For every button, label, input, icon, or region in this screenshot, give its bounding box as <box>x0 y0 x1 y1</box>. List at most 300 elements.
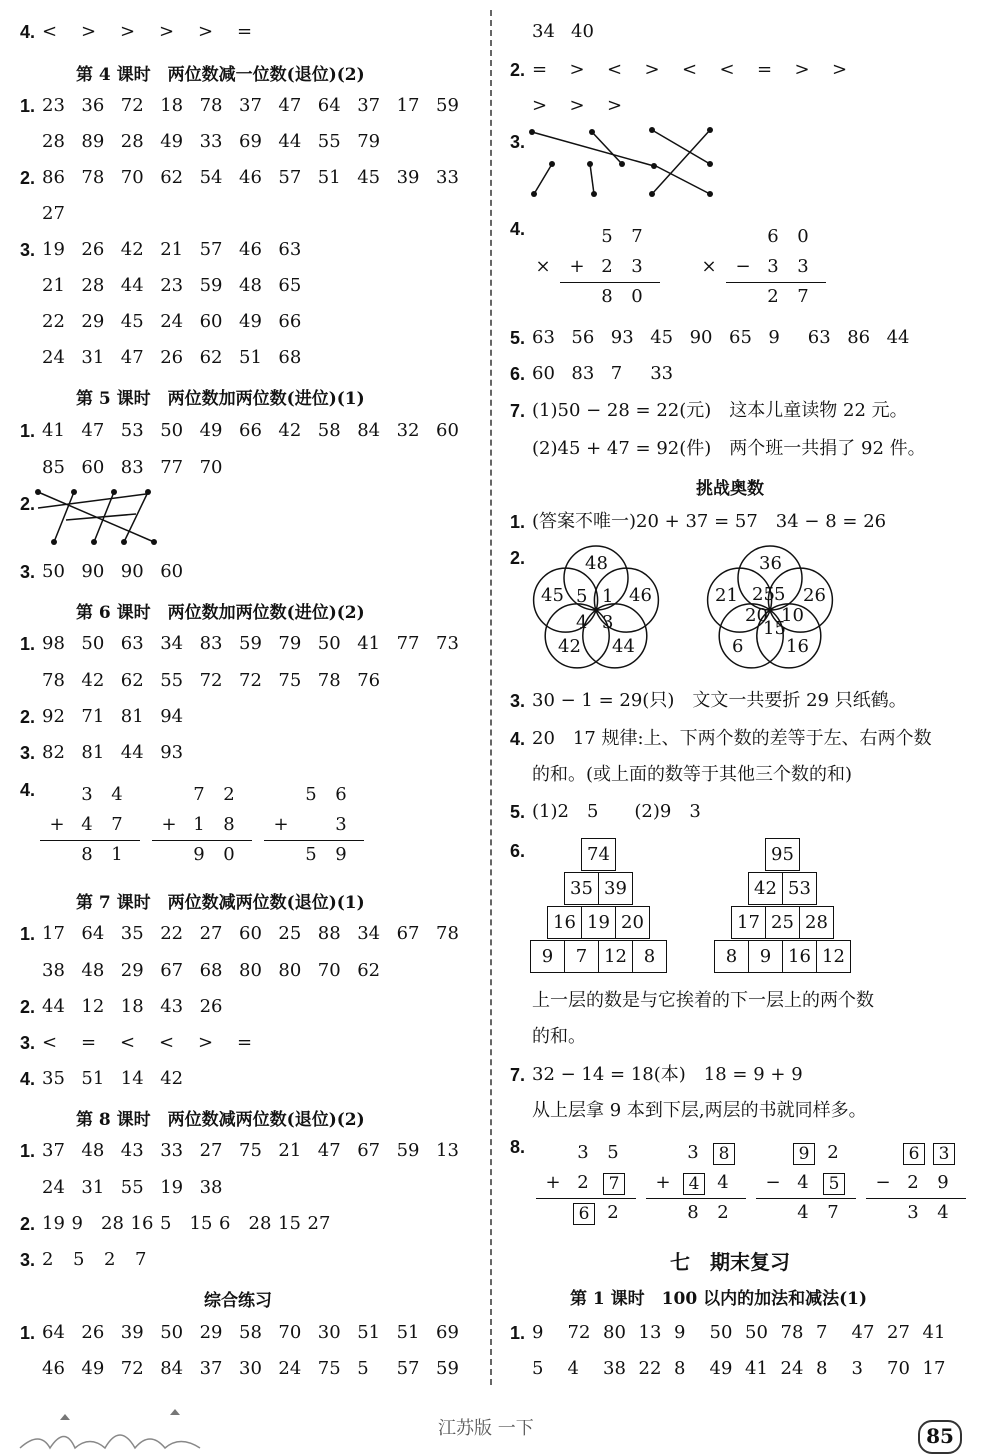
answer-item: 78 <box>42 670 65 691</box>
vertical-calc-digit: 2 <box>907 1172 919 1193</box>
vertical-calc-digit: 3 <box>631 256 643 277</box>
answer-item: 98 <box>42 633 65 654</box>
answer-item: 19 <box>42 1213 65 1234</box>
vertical-calc-digit: 2 <box>601 256 613 277</box>
vertical-calc-rule <box>152 840 252 841</box>
answer-item: 12 <box>81 996 105 1017</box>
answer-item: > <box>159 21 175 42</box>
answer-item: 49 <box>81 1358 105 1379</box>
answer-item: 62 <box>120 670 144 691</box>
vertical-calc-blank: 7 <box>603 1173 625 1195</box>
answer-item: 31 <box>81 347 105 368</box>
answer-item: 45 <box>120 311 144 332</box>
circle-number: 48 <box>585 553 608 574</box>
answer-item: 5 <box>160 1213 172 1234</box>
answer-item: 78 <box>317 670 341 691</box>
answer-item: 44 <box>120 742 144 763</box>
question-number: 1. <box>20 1141 36 1161</box>
answer-item: < <box>719 59 735 80</box>
answer-item: 93 <box>610 327 634 348</box>
answer-item: 50 <box>317 633 341 654</box>
section-heading: 综合练习 <box>204 1291 272 1311</box>
answer-item: 69 <box>436 1322 459 1343</box>
vertical-calc-digit: 2 <box>767 286 779 307</box>
question-number: 1. <box>20 1323 36 1343</box>
answer-item: 24 <box>42 347 65 368</box>
answer-item: 75 <box>278 670 302 691</box>
answer-item: 67 <box>396 923 420 944</box>
footer-grass-decoration <box>20 1400 200 1450</box>
answer-item: 89 <box>81 131 105 152</box>
answer-item: 50 <box>160 420 184 441</box>
vertical-calc-digit: 7 <box>193 784 205 805</box>
answer-item: 22 <box>638 1358 662 1379</box>
answer-item: 7 <box>135 1249 147 1270</box>
pyramid-cell: 12 <box>598 940 633 973</box>
answer-item: 44 <box>278 131 302 152</box>
answer-text: (2)45 + 47 = 92(件) 两个班一共捐了 92 件。 <box>532 438 926 459</box>
vertical-calc-operator: + <box>655 1172 671 1193</box>
answer-item: 60 <box>160 561 184 582</box>
circle-number: 21 <box>715 585 738 606</box>
vertical-calc-digit: 4 <box>717 1172 729 1193</box>
answer-item: = <box>81 1032 97 1053</box>
vertical-calc-operator: + <box>273 814 289 835</box>
answer-item: > <box>120 21 136 42</box>
question-number: 3. <box>20 240 36 260</box>
vertical-calc-blank: 4 <box>683 1173 705 1195</box>
answer-item: 83 <box>120 457 144 478</box>
pyramid-cell: 17 <box>731 906 766 939</box>
answer-item: 36 <box>81 95 105 116</box>
question-number: 2. <box>20 707 36 727</box>
answer-item: 57 <box>199 239 223 260</box>
answer-item: 42 <box>120 239 144 260</box>
answer-item: 9 <box>71 1213 83 1234</box>
answer-item: 54 <box>199 167 223 188</box>
question-number: 3. <box>20 1250 36 1270</box>
answer-item: 26 <box>199 996 223 1017</box>
vertical-calc-digit: 7 <box>827 1202 839 1223</box>
answer-item: 33 <box>650 363 674 384</box>
answer-item: 72 <box>567 1322 591 1343</box>
section-heading: 第 4 课时 两位数减一位数(退位)(2) <box>76 65 365 85</box>
answer-item: 68 <box>199 960 223 981</box>
answer-item: 60 <box>239 923 262 944</box>
answer-item: 50 <box>42 561 65 582</box>
question-number: 2. <box>20 494 36 514</box>
answer-item: 48 <box>81 1140 105 1161</box>
answer-item: 42 <box>160 1068 184 1089</box>
vertical-calc-digit: 4 <box>937 1202 949 1223</box>
answer-item: 41 <box>42 420 65 441</box>
answer-item: 27 <box>887 1322 910 1343</box>
answer-item: > <box>569 59 585 80</box>
vertical-calc-digit: 5 <box>305 784 317 805</box>
answer-item: 24 <box>42 1177 65 1198</box>
answer-text: (1)2 5 (2)9 3 <box>532 801 701 822</box>
answer-item: 70 <box>887 1358 910 1379</box>
answer-text: 20 17 规律:上、下两个数的差等于左、右两个数 <box>532 728 932 749</box>
answer-item: 40 <box>571 21 594 42</box>
vertical-calc-digit: 2 <box>607 1202 619 1223</box>
answer-item: 60 <box>532 363 555 384</box>
vertical-calc-rule <box>264 840 364 841</box>
circle-number: 6 <box>732 636 744 657</box>
answer-item: 83 <box>571 363 595 384</box>
answer-item: 28 <box>81 275 105 296</box>
overlap-number: 1 <box>602 586 614 607</box>
answer-item: 9 <box>532 1322 544 1343</box>
pyramid-cell: 25 <box>765 906 800 939</box>
vertical-calc-rule <box>726 282 826 283</box>
vertical-calc-blank: 8 <box>713 1143 735 1165</box>
check-mark: × <box>535 256 551 277</box>
answer-item: 27 <box>42 203 65 224</box>
answer-item: 21 <box>278 1140 302 1161</box>
vertical-calc-blank: 5 <box>823 1173 845 1195</box>
answer-item: 46 <box>239 167 262 188</box>
answer-item: 62 <box>160 167 184 188</box>
answer-item: 66 <box>278 311 302 332</box>
answer-item: 23 <box>42 95 65 116</box>
vertical-calc-digit: 8 <box>81 844 93 865</box>
circle-number: 16 <box>786 636 809 657</box>
answer-item: 33 <box>160 1140 184 1161</box>
question-number: 1. <box>20 924 36 944</box>
answer-item: 44 <box>120 275 144 296</box>
answer-item: 68 <box>278 347 302 368</box>
pyramid-cell: 12 <box>816 940 851 973</box>
answer-item: 90 <box>81 561 105 582</box>
answer-item: 63 <box>278 239 302 260</box>
answer-item: 5 <box>532 1358 544 1379</box>
answer-item: 59 <box>199 275 223 296</box>
answer-text: 的和。 <box>532 1026 586 1047</box>
answer-item: 64 <box>42 1322 65 1343</box>
vertical-calc-digit: 9 <box>335 844 347 865</box>
vertical-calc-digit: 8 <box>687 1202 699 1223</box>
answer-item: 77 <box>396 633 420 654</box>
vertical-calc-digit: 4 <box>797 1172 809 1193</box>
answer-item: 25 <box>278 923 302 944</box>
pyramid-cell: 8 <box>632 940 667 973</box>
matching-lines-diagram <box>530 128 720 203</box>
answer-item: 58 <box>317 420 341 441</box>
answer-item: 47 <box>120 347 144 368</box>
answer-text: (1)50 − 28 = 22(元) 这本儿童读物 22 元。 <box>532 400 908 421</box>
section-heading: 第 8 课时 两位数减两位数(退位)(2) <box>76 1110 365 1130</box>
pyramid-cell: 8 <box>714 940 749 973</box>
question-number: 4. <box>20 1069 36 1089</box>
question-number: 3. <box>20 1033 36 1053</box>
answer-item: 26 <box>160 347 184 368</box>
overlap-number: 3 <box>602 612 614 633</box>
answer-item: 27 <box>199 1140 223 1161</box>
vertical-calc-digit: 6 <box>767 226 779 247</box>
answer-item: 62 <box>357 960 381 981</box>
answer-item: 57 <box>278 167 302 188</box>
footer-edition: 江苏版 一下 <box>438 1418 534 1439</box>
answer-item: 81 <box>120 706 144 727</box>
answer-item: > <box>644 59 660 80</box>
page-number-badge <box>918 1420 962 1454</box>
answer-item: 37 <box>42 1140 65 1161</box>
question-number: 2. <box>510 60 526 80</box>
answer-item: 5 <box>357 1358 369 1379</box>
vertical-calc-digit: 7 <box>631 226 643 247</box>
question-number: 2. <box>20 997 36 1017</box>
vertical-calc-digit: 6 <box>335 784 347 805</box>
answer-item: < <box>42 21 58 42</box>
circle-number: 36 <box>759 553 782 574</box>
answer-item: 2 <box>42 1249 54 1270</box>
section-heading: 第 7 课时 两位数减两位数(退位)(1) <box>76 893 365 913</box>
answer-item: 28 <box>120 131 144 152</box>
answer-item: 22 <box>160 923 184 944</box>
vertical-calc-digit: 0 <box>631 286 643 307</box>
question-number: 2. <box>20 1214 36 1234</box>
answer-item: 84 <box>357 420 381 441</box>
answer-item: 29 <box>81 311 105 332</box>
answer-item: 24 <box>160 311 184 332</box>
answer-item: 48 <box>81 960 105 981</box>
answer-item: 59 <box>436 1358 459 1379</box>
answer-item: 17 <box>42 923 65 944</box>
answer-item: 19 <box>160 1177 184 1198</box>
pyramid-cell: 95 <box>765 838 800 871</box>
vertical-calc-operator: − <box>875 1172 891 1193</box>
answer-item: 29 <box>199 1322 223 1343</box>
answer-item: 26 <box>81 1322 105 1343</box>
vertical-calc-digit: 9 <box>193 844 205 865</box>
question-number: 3. <box>20 562 36 582</box>
answer-item: 45 <box>357 167 381 188</box>
answer-item: 19 <box>42 239 65 260</box>
vertical-calc-digit: 3 <box>687 1142 699 1163</box>
pyramid-cell: 16 <box>782 940 817 973</box>
vertical-calc-digit: 4 <box>111 784 123 805</box>
answer-item: 73 <box>436 633 459 654</box>
question-number: 5. <box>510 328 526 348</box>
answer-item: 49 <box>709 1358 733 1379</box>
vertical-calc-digit: 7 <box>111 814 123 835</box>
vertical-calc-digit: 2 <box>577 1172 589 1193</box>
circle-number: 42 <box>558 636 581 657</box>
answer-item: = <box>237 1032 253 1053</box>
answer-item: 41 <box>745 1358 768 1379</box>
answer-item: 8 <box>816 1358 828 1379</box>
answer-item: 51 <box>396 1322 420 1343</box>
answer-text: 的和。(或上面的数等于其他三个数的和) <box>532 764 853 785</box>
answer-item: 37 <box>199 1358 223 1379</box>
answer-item: 71 <box>81 706 105 727</box>
answer-item: 67 <box>160 960 184 981</box>
section-heading: 挑战奥数 <box>696 479 764 499</box>
answer-item: 77 <box>160 457 184 478</box>
pyramid-cell: 28 <box>799 906 834 939</box>
answer-item: 39 <box>120 1322 144 1343</box>
vertical-calc-digit: 3 <box>335 814 347 835</box>
vertical-calc-digit: 3 <box>907 1202 919 1223</box>
answer-item: 37 <box>239 95 262 116</box>
answer-item: 44 <box>886 327 910 348</box>
overlap-number: 20 <box>745 605 768 626</box>
answer-item: 41 <box>357 633 381 654</box>
answer-item: > <box>81 21 97 42</box>
pyramid-cell: 16 <box>547 906 582 939</box>
vertical-calc-digit: 3 <box>81 784 93 805</box>
answer-item: 51 <box>81 1068 105 1089</box>
question-number: 1. <box>20 96 36 116</box>
answer-item: 43 <box>120 1140 144 1161</box>
question-number: 4. <box>510 729 526 749</box>
answer-item: > <box>532 95 548 116</box>
section-heading: 第 1 课时 100 以内的加法和减法(1) <box>570 1289 867 1309</box>
answer-item: 65 <box>729 327 752 348</box>
answer-item: 28 <box>101 1213 124 1234</box>
matching-lines-diagram <box>36 490 176 550</box>
circle-number: 44 <box>612 636 635 657</box>
answer-item: 78 <box>780 1322 804 1343</box>
answer-item: 35 <box>42 1068 65 1089</box>
overlap-number: 10 <box>781 605 804 626</box>
answer-item: 90 <box>120 561 144 582</box>
answer-item: 62 <box>199 347 223 368</box>
overlap-number: 15 <box>763 618 786 639</box>
answer-item: > <box>198 1032 214 1053</box>
answer-item: 15 <box>278 1213 301 1234</box>
answer-item: 86 <box>847 327 871 348</box>
answer-item: > <box>832 59 848 80</box>
check-mark: × <box>701 256 717 277</box>
answer-item: 13 <box>436 1140 459 1161</box>
answer-item: 28 <box>42 131 65 152</box>
answer-item: > <box>794 59 810 80</box>
answer-item: 60 <box>436 420 459 441</box>
answer-item: 63 <box>807 327 831 348</box>
answer-item: 53 <box>120 420 144 441</box>
pyramid-cell: 7 <box>564 940 599 973</box>
answer-item: 49 <box>239 311 262 332</box>
vertical-calc-operator: + <box>161 814 177 835</box>
answer-item: 47 <box>851 1322 875 1343</box>
answer-text: 从上层拿 9 本到下层,两层的书就同样多。 <box>532 1100 867 1121</box>
vertical-calc-rule <box>560 282 660 283</box>
answer-item: 13 <box>638 1322 662 1343</box>
answer-item: 60 <box>81 457 105 478</box>
circle-number: 46 <box>629 585 652 606</box>
vertical-calc-digit: 2 <box>717 1202 729 1223</box>
answer-item: 63 <box>532 327 555 348</box>
answer-item: 57 <box>396 1358 420 1379</box>
answer-item: 33 <box>436 167 459 188</box>
question-number: 4. <box>20 780 36 800</box>
pyramid-cell: 35 <box>564 872 599 905</box>
question-number: 2. <box>510 548 526 568</box>
answer-item: 90 <box>689 327 713 348</box>
answer-item: 14 <box>120 1068 144 1089</box>
answer-item: 15 <box>189 1213 213 1234</box>
vertical-calc-digit: 5 <box>607 1142 619 1163</box>
answer-item: 39 <box>396 167 420 188</box>
answer-item: 80 <box>239 960 262 981</box>
answer-item: 5 <box>73 1249 85 1270</box>
answer-item: 80 <box>603 1322 626 1343</box>
answer-item: 49 <box>199 420 223 441</box>
question-number: 6. <box>510 841 526 861</box>
pyramid-cell: 9 <box>748 940 783 973</box>
answer-item: 70 <box>199 457 223 478</box>
vertical-calc-digit: 4 <box>81 814 93 835</box>
answer-item: 21 <box>160 239 184 260</box>
answer-item: 66 <box>239 420 262 441</box>
overlap-number: 5 <box>774 584 786 605</box>
vertical-calc-digit: 7 <box>797 286 809 307</box>
answer-item: 31 <box>81 1177 105 1198</box>
vertical-calc-blank: 6 <box>903 1143 925 1165</box>
answer-item: 46 <box>239 239 262 260</box>
answer-item: 47 <box>278 95 302 116</box>
answer-item: 49 <box>160 131 184 152</box>
answer-item: 18 <box>160 95 184 116</box>
answer-item: 16 <box>130 1213 154 1234</box>
vertical-calc-digit: 1 <box>111 844 123 865</box>
answer-item: 42 <box>81 670 105 691</box>
answer-item: 72 <box>120 95 144 116</box>
vertical-calc-blank: 3 <box>933 1143 955 1165</box>
overlap-number: 25 <box>752 584 775 605</box>
answer-item: 92 <box>42 706 65 727</box>
page-number: 85 <box>926 1424 954 1448</box>
answer-item: 79 <box>357 131 381 152</box>
answer-text: (答案不唯一)20 + 37 = 57 34 − 8 = 26 <box>532 511 887 532</box>
answer-item: 9 <box>674 1322 686 1343</box>
answer-item: 67 <box>357 1140 381 1161</box>
answer-item: 88 <box>317 923 341 944</box>
vertical-calc-digit: 9 <box>937 1172 949 1193</box>
vertical-calc-digit: 2 <box>223 784 235 805</box>
answer-item: 46 <box>42 1358 65 1379</box>
answer-item: 78 <box>81 167 105 188</box>
vertical-calc-rule <box>756 1198 856 1199</box>
question-number: 4. <box>20 22 36 42</box>
vertical-calc-rule <box>646 1198 746 1199</box>
answer-item: 17 <box>396 95 420 116</box>
answer-item: 58 <box>239 1322 262 1343</box>
answer-item: 72 <box>199 670 223 691</box>
vertical-calc-operator: − <box>735 256 751 277</box>
answer-item: 78 <box>436 923 459 944</box>
answer-item: 24 <box>780 1358 804 1379</box>
question-number: 7. <box>510 1065 526 1085</box>
vertical-calc-operator: + <box>49 814 65 835</box>
section-heading: 第 6 课时 两位数加两位数(进位)(2) <box>76 603 365 623</box>
circle-number: 45 <box>541 585 564 606</box>
vertical-calc-digit: 0 <box>223 844 235 865</box>
answer-item: 78 <box>199 95 223 116</box>
answer-item: 27 <box>307 1213 331 1234</box>
answer-item: 21 <box>42 275 65 296</box>
vertical-calc-digit: 3 <box>797 256 809 277</box>
answer-item: 84 <box>160 1358 184 1379</box>
answer-item: 3 <box>851 1358 863 1379</box>
question-number: 4. <box>510 219 526 239</box>
answer-item: 42 <box>278 420 302 441</box>
answer-text: 上一层的数是与它挨着的下一层上的两个数 <box>532 990 874 1011</box>
answer-item: 76 <box>357 670 381 691</box>
answer-item: 75 <box>317 1358 341 1379</box>
